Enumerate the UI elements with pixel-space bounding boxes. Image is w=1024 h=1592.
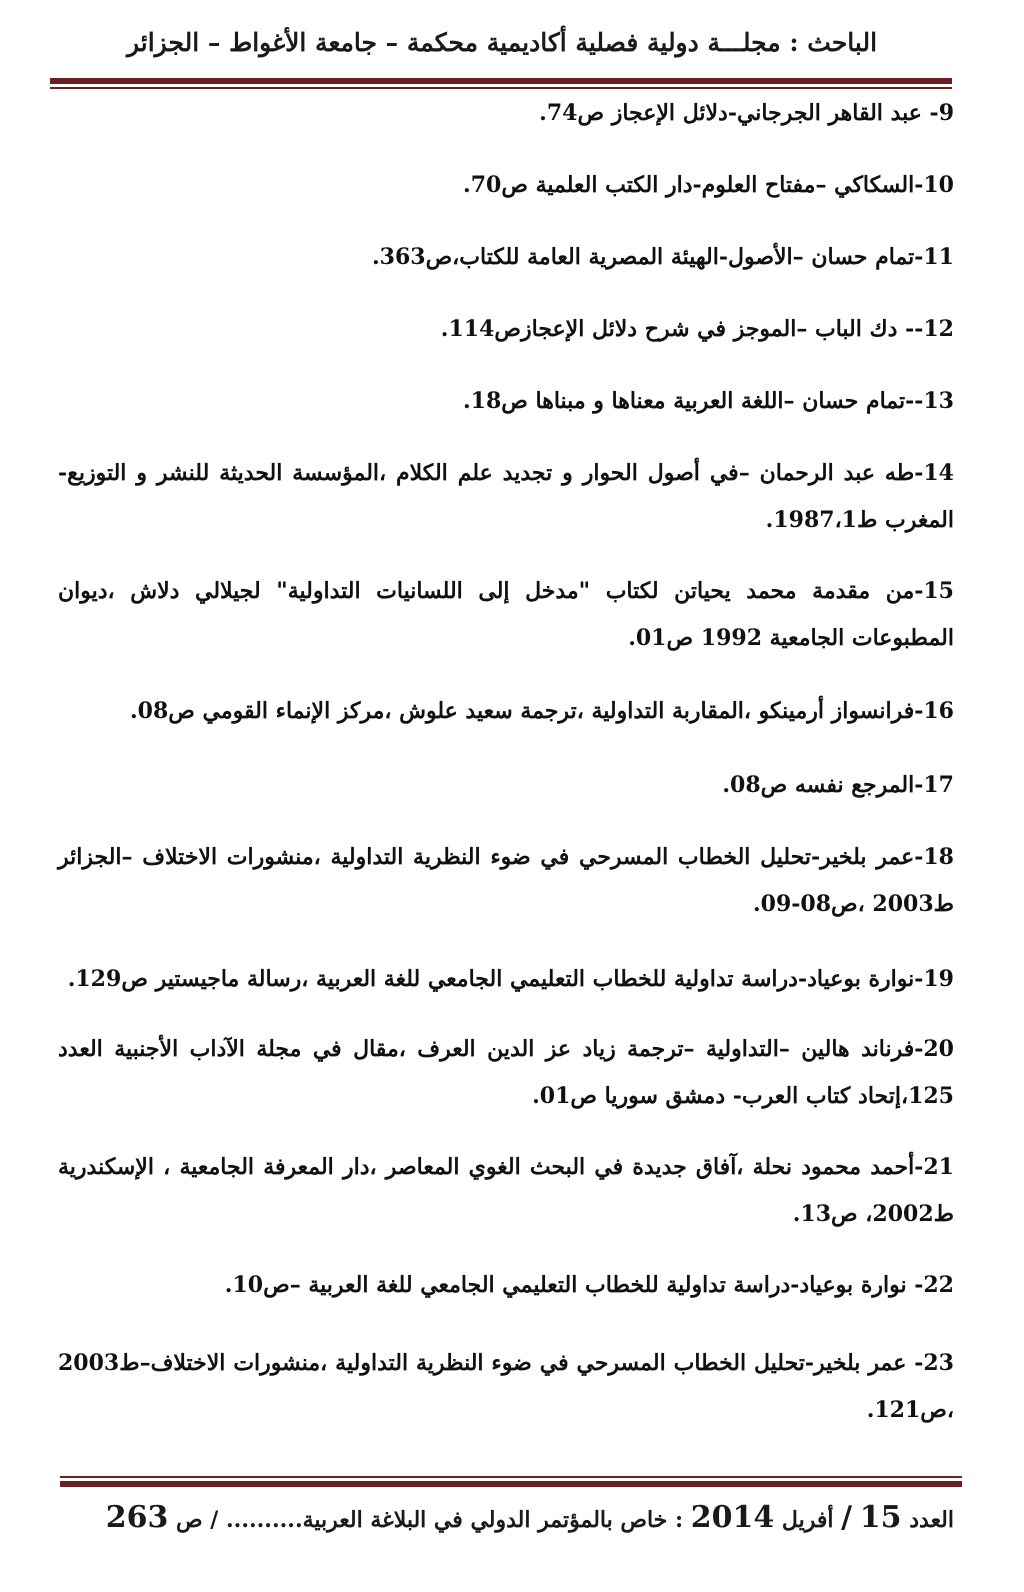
reference-item-15	[58, 568, 954, 662]
issue-month: أفريل	[781, 1507, 834, 1533]
reference-text: 19-نوارة بوعياد-دراسة تداولية للخطاب التعليمي الجامعي للغة العربية ،رسالة ماجيستير ص129.	[67, 966, 954, 992]
reference-text: 17-المرجع نفسه ص08.	[722, 772, 954, 798]
reference-text: 11-تمام حسان –الأصول-الهيئة المصرية العامة للكتاب،ص363.	[371, 244, 954, 270]
reference-text: 12-- دك الباب –الموجز في شرح دلائل الإعجازص114.	[440, 316, 954, 342]
reference-item-13	[58, 378, 954, 425]
reference-text: 20-فرناند هالين –التداولية –ترجمة زياد عز الدين العرف ،مقال في مجلة الآداب الأجنبية العدد 125،إتحاد كتاب العرب- دمشق سوريا ص01.	[58, 1036, 954, 1109]
journal-title: الباحث : مجلـــة دولية فصلية أكاديمية محكمة – جامعة الأغواط – الجزائر	[126, 28, 878, 57]
header-rule-thin	[50, 87, 952, 89]
footer-rule-thick	[60, 1481, 962, 1487]
reference-item-9	[58, 90, 954, 137]
reference-item-21	[58, 1144, 954, 1238]
footer-rule-thin	[60, 1476, 962, 1478]
reference-item-22	[58, 1262, 954, 1309]
issue-number: 15	[859, 1500, 902, 1535]
page-label: / ص	[176, 1507, 219, 1533]
header-rule-thick	[50, 78, 952, 84]
reference-text: 14-طه عبد الرحمان –في أصول الحوار و تجديد علم الكلام ،المؤسسة الحديثة للنشر و التوزيع- المغرب ط1987،1.	[58, 460, 954, 533]
reference-text: 16-فرانسواز أرمينكو ،المقاربة التداولية ،ترجمة سعيد علوش ،مركز الإنماء القومي ص08.	[129, 698, 954, 724]
reference-item-12	[58, 306, 954, 353]
reference-item-17	[58, 762, 954, 809]
reference-text: 15-من مقدمة محمد يحياتن لكتاب "مدخل إلى اللسانيات التداولية" لجيلالي دلاش ،ديوان المطبوعات الجامعية 1992 ص01.	[58, 578, 954, 651]
issue-year: 2014	[690, 1500, 775, 1535]
footer-rule	[60, 1476, 962, 1487]
page-number: 263	[105, 1500, 169, 1535]
reference-text: 18-عمر بلخير-تحليل الخطاب المسرحي في ضوء النظرية التداولية ،منشورات الاختلاف –الجزائر ط2003 ،ص08-09.	[58, 844, 954, 917]
reference-item-14	[58, 450, 954, 544]
reference-text: 22- نوارة بوعياد-دراسة تداولية للخطاب التعليمي الجامعي للغة العربية –ص10.	[224, 1272, 954, 1298]
issue-label: العدد	[909, 1507, 954, 1533]
reference-item-23	[58, 1340, 954, 1434]
special-issue-note: : خاص بالمؤتمر الدولي في البلاغة العربية..........	[226, 1507, 684, 1533]
header-rule	[50, 78, 952, 89]
journal-footer	[80, 1500, 954, 1550]
journal-header	[50, 28, 954, 68]
reference-text: 23- عمر بلخير-تحليل الخطاب المسرحي في ضوء النظرية التداولية ،منشورات الاختلاف–ط2003 ،ص121.	[58, 1350, 954, 1423]
issue-separator: /	[841, 1500, 853, 1535]
reference-item-11	[58, 234, 954, 281]
reference-text: 9- عبد القاهر الجرجاني-دلائل الإعجاز ص74.	[539, 100, 954, 126]
reference-item-18	[58, 834, 954, 928]
reference-text: 21-أحمد محمود نحلة ،آفاق جديدة في البحث الغوي المعاصر ،دار المعرفة الجامعية ، الإسكندرية ط2002، ص13.	[58, 1154, 954, 1227]
reference-text: 13--تمام حسان –اللغة العربية معناها و مبناها ص18.	[462, 388, 954, 414]
reference-item-10	[58, 162, 954, 209]
reference-item-20	[58, 1026, 954, 1120]
reference-item-19	[58, 956, 954, 1003]
reference-text: 10-السكاكي –مفتاح العلوم-دار الكتب العلمية ص70.	[463, 172, 954, 198]
reference-item-16	[58, 688, 954, 735]
